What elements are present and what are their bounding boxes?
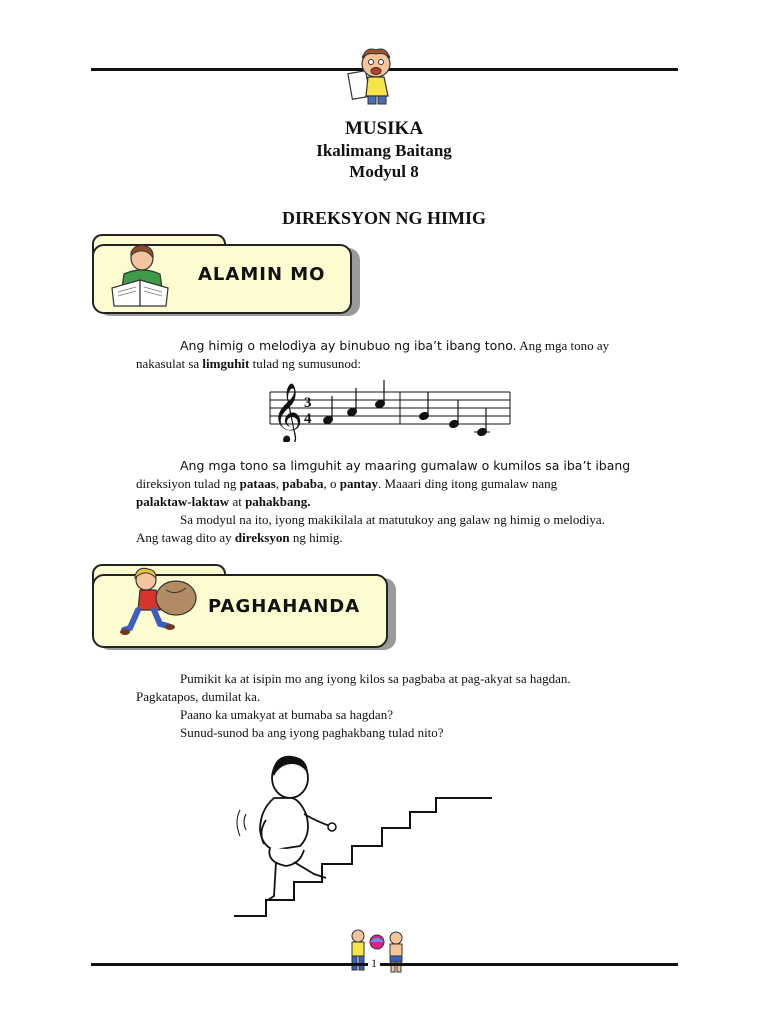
prep-line-1: Pumikit ka at isipin mo ang iyong kilos sa pagbaba at pag-akyat sa hagdan.	[180, 671, 571, 686]
time-signature-top: 3	[304, 395, 312, 411]
time-signature-bottom: 4	[304, 411, 312, 427]
prep-line-2: Pagkatapos, dumilat ka.	[136, 689, 261, 704]
page-number: 1	[368, 956, 380, 971]
prep-line-4: Sunud-sunod ba ang iyong paghakbang tulad nito?	[180, 725, 444, 740]
alamin-mo-banner	[92, 234, 362, 318]
at-word: at	[229, 494, 246, 509]
pababa-term: pababa	[282, 476, 324, 491]
intro-paragraph	[136, 337, 656, 373]
intro-text-a: Ang himig o melodiya ay binubuo ng iba’t ibang tono.	[180, 338, 517, 353]
body-paragraph	[136, 457, 656, 547]
body-text-a: Ang mga tono sa limguhit ay maaring gumalaw o kumilos sa iba’t ibang	[180, 458, 631, 473]
body-text-c: . Maaari ding itong gumalaw nang	[378, 476, 558, 491]
section-label: PAGHAHANDA	[208, 596, 361, 617]
paghahanda-banner	[92, 564, 398, 652]
bottom-rule	[91, 963, 678, 966]
music-staff	[268, 372, 514, 442]
intro-text-c: nakasulat sa	[136, 356, 203, 371]
body-text-p3: Sa modyul na ito, iyong makikilala at matutukoy ang galaw ng himig o melodiya.	[180, 512, 605, 527]
comma: ,	[275, 476, 283, 491]
reading-person-icon	[102, 240, 178, 310]
intro-text-b: Ang mga tono ay	[516, 338, 610, 353]
cartoon-boy-icon	[344, 44, 404, 106]
body-text-p4b: ng himig.	[289, 530, 343, 545]
direksyon-term: direksyon	[234, 530, 290, 545]
subject-title: MUSIKA	[344, 118, 424, 139]
pataas-term: pataas	[239, 476, 276, 491]
prep-line-3: Paano ka umakyat at bumaba sa hagdan?	[180, 707, 393, 722]
boy-carrying-sack-icon	[120, 566, 202, 638]
pantay-term: pantay	[339, 476, 379, 491]
limguhit-term: limguhit	[202, 356, 250, 371]
section-label: ALAMIN MO	[198, 264, 326, 285]
module-number: Modyul 8	[349, 162, 419, 181]
palaktaw-term: palaktaw-laktaw	[136, 494, 230, 509]
treble-clef-icon: 𝄞	[272, 383, 303, 442]
pahakbang-term: pahakbang.	[245, 494, 311, 509]
lesson-title: DIREKSYON NG HIMIG	[281, 208, 487, 228]
prep-paragraph	[136, 670, 656, 742]
body-text-b: direksiyon tulad ng	[136, 476, 240, 491]
boy-climbing-stairs-illustration	[230, 750, 500, 922]
comma-o: , o	[323, 476, 340, 491]
body-text-p4a: Ang tawag dito ay	[136, 530, 235, 545]
intro-text-d: tulad ng sumusunod:	[249, 356, 361, 371]
grade-level: Ikalimang Baitang	[316, 141, 452, 160]
